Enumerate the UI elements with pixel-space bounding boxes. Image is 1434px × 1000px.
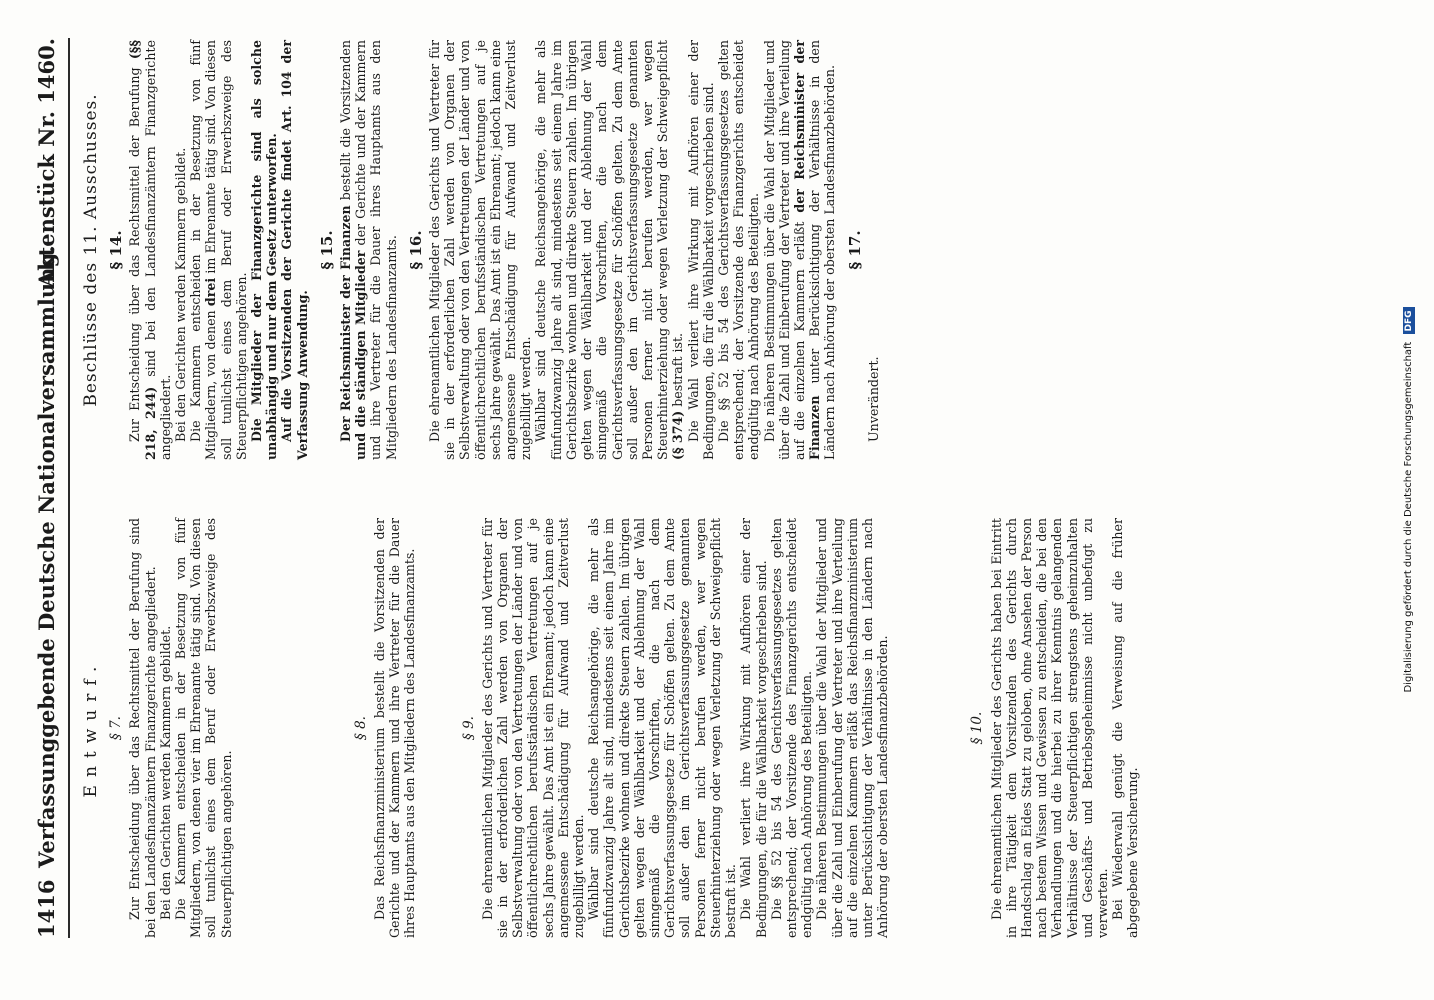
section-14-paragraph: Bei den Gerichten werden Kammern gebildet.: [173, 147, 189, 442]
section-8-title: § 8.: [352, 716, 369, 740]
dfg-logo: DFG: [1403, 307, 1415, 334]
section-14-paragraph: Die Mitglieder der Finanzgerichte sind als solche unabhängig und nur dem Gesetz unterworfen.: [249, 40, 280, 460]
section-16-paragraph: Wählbar sind deutsche Reichsangehörige, die mehr als fünfundzwanzig Jahre alt sind, mindestens seit einem Jahre im Gerichtsbezirke wohnen und direkte Steuern zahlen. Im übrigen gelten wegen der Wählbarkeit und der Ablehnung der Wahl sinngemäß die Vorschriften, die nach dem Gerichtsverfassungsgesetze für Schöffen gelten. Zu dem Amte soll außer den im Gerichtsverfassungsgesetze genannten Personen ferner nicht berufen werden, wer wegen Steuerhinterziehung oder wegen Verletzung der Schweigepflicht (§ 374) bestraft ist.: [533, 40, 686, 460]
section-16-paragraph: Die näheren Bestimmungen über die Wahl der Mitglieder und über die Zahl und Einberufung der Vertreter und ihre Verteilung auf die einzelnen Kammern erläßt der Reichsminister der Finanzen unter Berücksichtigung der Verhältnisse in den Ländern nach Anhörung der obersten Landesfinanzbehörden.: [761, 40, 838, 460]
section-16-paragraph: Die Wahl verliert ihre Wirkung mit Aufhören einer der Bedingungen, die für die Wählbarkeit vorgeschrieben sind.: [685, 40, 716, 460]
section-16-paragraph: Die §§ 52 bis 54 des Gerichtsverfassungsgesetzes gelten entsprechend; der Vorsitzende des Finanzgerichts entscheidet endgültig nach Anhörung des Beteiligten.: [715, 40, 762, 460]
section-14-title: § 14.: [107, 230, 126, 270]
section-7-paragraph: Die Kammern entscheiden in der Besetzung von fünf Mitgliedern, von denen vier im Ehrenamte tätig sind. Von diesen soll tunlichst eines dem Beruf oder Erwerbszweige des Steuerpflichtigen angehören.: [173, 518, 234, 938]
section-9-paragraph: Wählbar sind deutsche Reichsangehörige, die mehr als fünfundzwanzig Jahre alt sind, mindestens seit einem Jahre im Gerichtsbezirke wohnen und direkte Steuern zahlen. Im übrigen gelten wegen der Wählbarkeit und der Ablehnung der Wahl sinngemäß die Vorschriften, die nach dem Gerichtsverfassungsgesetze für Schöffen gelten. Zu dem Amte soll außer den im Gerichtsverfassungsgesetze genannten Personen ferner nicht berufen werden, wer wegen Steuerhinterziehung oder wegen Verletzung der Schweigepflicht bestraft ist.: [586, 518, 739, 938]
section-10-paragraph: Bei Wiederwahl genügt die Verweisung auf die früher abgegebene Versicherung.: [1110, 518, 1141, 938]
section-17-paragraph: Unverändert.: [865, 356, 881, 442]
right-column-title: Beschlüsse des 11. Ausschusses.: [81, 93, 101, 407]
section-7-title: § 7.: [108, 716, 125, 740]
section-10-paragraph: Die ehrenamtlichen Mitglieder des Gerichts haben bei Eintritt in ihre Tätigkeit dem Vorsitzenden des Gerichts durch Handschlag an Eides Statt zu geloben, ohne Ansehen der Person nach bestem Wissen und Gewissen zu entscheiden, die bei den Verhandlungen und die hierbei zu ihrer Kenntnis gelangenden Verhältnisse der Steuerpflichtigen strengstens geheimzuhalten und Geschäfts- und Betriebsgeheimnisse nicht unbefugt zu verwerten.: [988, 518, 1110, 938]
section-7-paragraph: Zur Entscheidung über das Rechtsmittel der Berufung sind bei den Landesfinanzämtern Finanzgerichte angegliedert.: [127, 518, 158, 938]
credit-text: Digitalisierung gefördert durch die Deutsche Forschungsgemeinschaft: [1403, 341, 1414, 693]
section-9-paragraph: Die näheren Bestimmungen über die Wahl der Mitglieder und über die Zahl und Einberufung der Vertreter und ihre Verteilung auf die einzelnen Kammern erläßt das Reichsfinanzministerium unter Berücksichtigung der Verhältnisse in den Ländern nach Anhörung der obersten Landesfinanzbehörden.: [814, 518, 891, 938]
section-15-paragraph: Der Reichsminister der Finanzen bestellt die Vorsitzenden und die ständigen Mitglieder der Gerichte und der Kammern und ihre Vertreter für die Dauer ihres Hauptamts aus den Mitgliedern des Landesfinanzamts.: [338, 40, 399, 460]
aktenstueck-number: Aktenstück Nr. 1460.: [34, 38, 59, 288]
section-8-paragraph: Das Reichsfinanzministerium bestellt die Vorsitzenden der Gerichte und der Kammern und ihre Vertreter für die Dauer ihres Hauptamts aus den Mitgliedern des Landesfinanzamts.: [372, 518, 418, 938]
section-7-paragraph: Bei den Gerichten werden Kammern gebildet.: [157, 625, 173, 920]
section-9-paragraph: Die Wahl verliert ihre Wirkung mit Aufhören einer der Bedingungen, die für die Wählbarkeit vorgeschrieben sind.: [738, 518, 769, 938]
section-17-title: § 17.: [845, 230, 864, 270]
section-15-title: § 15.: [317, 230, 336, 270]
section-16-paragraph: Die ehrenamtlichen Mitglieder des Gerichts und Vertreter für sie in der erforderlichen Zahl werden von Organen der Selbstverwaltung oder von den Vertretungen der Länder und von öffentlichrechtlichen berufsständischen Vertretungen auf je sechs Jahre gewählt. Das Amt ist ein Ehrenamt; jedoch kann eine angemessene Entschädigung für Aufwand und Zeitverlust zugebilligt werden.: [427, 40, 534, 460]
section-9-paragraph: Die §§ 52 bis 54 des Gerichtsverfassungsgesetzes gelten entsprechend; der Vorsitzende des Finanzgerichts entscheidet endgültig nach Anhörung des Beteiligten.: [768, 518, 815, 938]
left-column-title: Entwurf.: [81, 658, 101, 798]
section-14-paragraph: Zur Entscheidung über das Rechtsmittel der Berufung (§§ 218, 244) sind bei den Landesfinanzämtern Finanzgerichte angegliedert.: [127, 40, 173, 460]
left-column-entwurf: [80, 518, 1141, 938]
section-9-paragraph: Die ehrenamtlichen Mitglieder des Gerichts und Vertreter für sie in der erforderlichen Zahl werden von Organen der Selbstverwaltung oder von den Vertretungen der Länder und von öffentlichrechtlichen berufsständischen Vertretungen auf je sechs Jahre gewählt. Das Amt ist ein Ehrenamt; jedoch kann eine angemessene Entschädigung für Aufwand und Zeitverlust zugebilligt werden.: [479, 518, 587, 938]
digitization-credit: [1403, 0, 1425, 1000]
header-title: Verfassunggebende Deutsche Nationalversammlung.: [34, 245, 59, 868]
section-9-title: § 9.: [460, 716, 477, 740]
page-header: [28, 38, 70, 938]
section-14-paragraph: Auf die Vorsitzenden der Gerichte findet Art. 104 der Verfassung Anwendung.: [279, 40, 310, 460]
page-number: 1416: [34, 879, 59, 938]
right-column-beschluesse: [80, 40, 881, 460]
section-14-paragraph: Die Kammern entscheiden in der Besetzung von fünf Mitgliedern, von denen drei im Ehrenamte tätig sind. Von diesen soll tunlichst eines dem Beruf oder Erwerbszweige des Steuerpflichtigen angehören.: [188, 40, 249, 460]
section-10-title: § 10.: [969, 711, 986, 745]
section-16-title: § 16.: [406, 230, 425, 270]
